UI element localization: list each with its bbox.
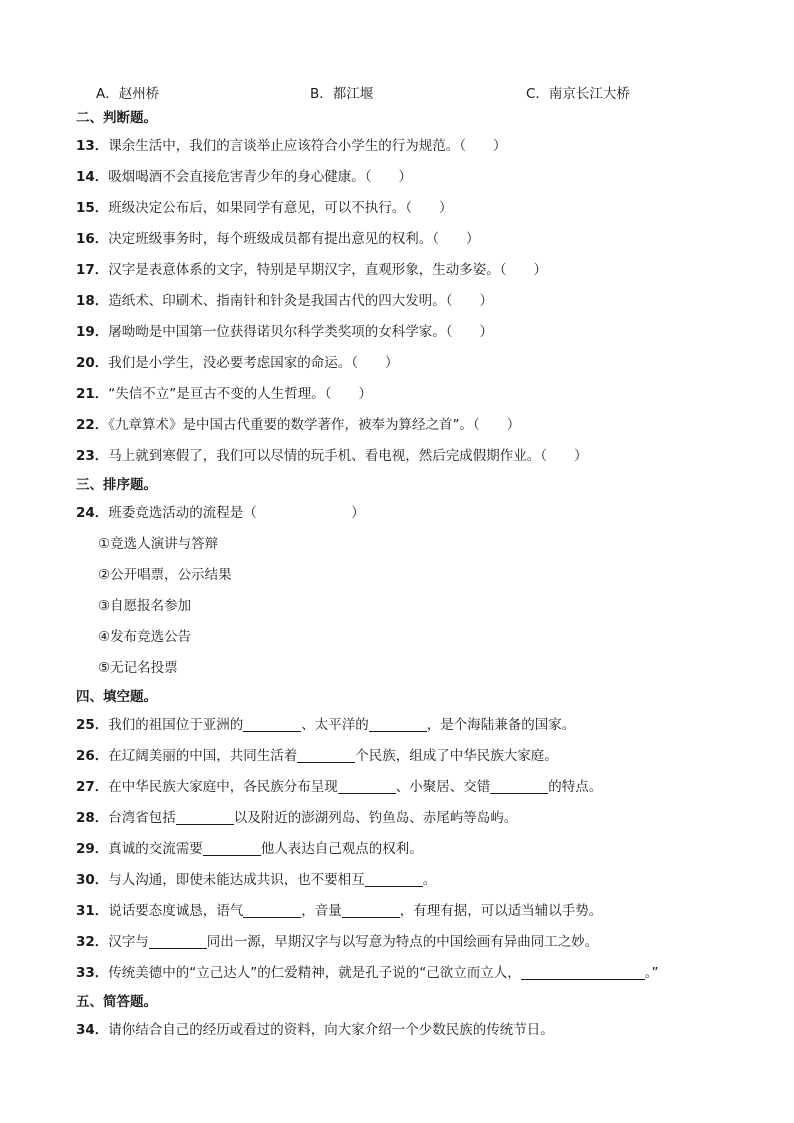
section-short-title: 五、简答题。 [76, 994, 157, 1010]
question-text: 以及附近的澎湖列岛、钓鱼岛、赤尾屿等岛屿。 [233, 810, 518, 826]
section-order-title: 三、排序题。 [76, 477, 157, 493]
question-text: 的特点。 [548, 779, 603, 795]
question-text: 说话要态度诚恳，语气 [108, 903, 244, 919]
question-26 [76, 741, 756, 772]
question-27 [76, 772, 756, 803]
fill-blank[interactable] [297, 746, 355, 763]
question-number: 24． [76, 505, 109, 521]
question-text: 同出一源，早期汉字与以写意为特点的中国绘画有异曲同工之妙。 [206, 934, 599, 950]
question-text: 他人表达自己观点的权利。 [260, 841, 423, 857]
question-16 [76, 224, 756, 255]
question-text: “失信不立”是亘古不变的人生哲理。（ ） [108, 386, 373, 402]
question-text: 在辽阔美丽的中国，共同生活着 [108, 748, 298, 764]
option-a: A．赵州桥 [96, 86, 160, 102]
section-fill-title: 四、填空题。 [76, 689, 157, 705]
question-text: ，有理有据，可以适当辅以手势。 [399, 903, 603, 919]
question-text: 。 [422, 872, 437, 888]
question-number: 29． [76, 841, 109, 857]
question-number: 31． [76, 903, 109, 919]
question-number: 19． [76, 324, 109, 340]
question-text: 我们是小学生，没必要考虑国家的命运。（ ） [108, 355, 399, 371]
answer-options-row [96, 82, 696, 102]
question-18 [76, 286, 756, 317]
question-text: 汉字与 [108, 934, 149, 950]
question-24 [76, 498, 756, 529]
question-number: 14． [76, 169, 109, 185]
option-b: B．都江堰 [310, 86, 374, 102]
question-text: 马上就到寒假了，我们可以尽情的玩手机、看电视，然后完成假期作业。（ ） [108, 448, 588, 464]
question-number: 27． [76, 779, 109, 795]
question-20 [76, 348, 756, 379]
section-judge-title: 二、判断题。 [76, 110, 157, 126]
question-13 [76, 131, 756, 162]
fill-blank[interactable] [176, 808, 234, 825]
question-text: ，是个海陆兼备的国家。 [426, 717, 576, 733]
option-c: C．南京长江大桥 [526, 86, 630, 102]
question-32 [76, 927, 756, 958]
fill-blank[interactable] [243, 715, 301, 732]
question-number: 26． [76, 748, 109, 764]
fill-blank[interactable] [369, 715, 427, 732]
question-text: 、小聚居、交错 [395, 779, 491, 795]
order-item: ④发布竞选公告 [98, 629, 192, 645]
question-text: 。” [644, 965, 659, 981]
question-29 [76, 834, 756, 865]
question-number: 30． [76, 872, 109, 888]
question-number: 16． [76, 231, 109, 247]
question-text: 在中华民族大家庭中，各民族分布呈现 [108, 779, 338, 795]
question-text: 真诚的交流需要 [108, 841, 203, 857]
question-33 [76, 958, 756, 989]
question-text: 《九章算术》是中国古代重要的数学著作，被奉为算经之首”。（ ） [108, 417, 521, 433]
question-14 [76, 162, 756, 193]
question-number: 13． [76, 138, 109, 154]
fill-blank[interactable] [203, 839, 261, 856]
question-text: 请你结合自己的经历或看过的资料，向大家介绍一个少数民族的传统节日。 [108, 1022, 554, 1038]
question-text: 屠呦呦是中国第一位获得诺贝尔科学类奖项的女科学家。（ ） [108, 324, 494, 340]
fill-blank[interactable] [365, 870, 423, 887]
question-22 [76, 410, 756, 441]
question-text: 课余生活中，我们的言谈举止应该符合小学生的行为规范。（ ） [108, 138, 507, 154]
question-text: 造纸术、印刷术、指南针和针灸是我国古代的四大发明。（ ） [108, 293, 494, 309]
question-number: 21． [76, 386, 109, 402]
question-number: 33． [76, 965, 109, 981]
question-text: 决定班级事务时，每个班级成员都有提出意见的权利。（ ） [108, 231, 480, 247]
question-number: 25． [76, 717, 109, 733]
question-text: 我们的祖国位于亚洲的 [108, 717, 244, 733]
question-number: 15． [76, 200, 109, 216]
question-text: ，音量 [301, 903, 342, 919]
question-23 [76, 441, 756, 472]
question-number: 34． [76, 1022, 109, 1038]
fill-blank[interactable] [342, 901, 400, 918]
question-text: 吸烟喝酒不会直接危害青少年的身心健康。（ ） [108, 169, 413, 185]
question-number: 28． [76, 810, 109, 826]
question-number: 22． [76, 417, 109, 433]
question-17 [76, 255, 756, 286]
question-number: 23． [76, 448, 109, 464]
question-30 [76, 865, 756, 896]
question-list [76, 105, 756, 1046]
question-text: 、太平洋的 [301, 717, 369, 733]
question-text: 班级决定公布后，如果同学有意见，可以不执行。（ ） [108, 200, 453, 216]
question-number: 18． [76, 293, 109, 309]
question-text: 台湾省包括 [108, 810, 176, 826]
question-text: 汉字是表意体系的文字，特别是早期汉字，直观形象，生动多姿。（ ） [108, 262, 548, 278]
question-number: 20． [76, 355, 109, 371]
question-21 [76, 379, 756, 410]
question-number: 17． [76, 262, 109, 278]
order-item: ⑤无记名投票 [98, 660, 178, 676]
fill-blank[interactable] [149, 932, 207, 949]
question-text: 传统美德中的“立己达人”的仁爱精神，就是孔子说的“己欲立而立人， [108, 965, 521, 981]
question-text: 班委竞选活动的流程是（ ） [108, 505, 365, 521]
order-item: ③自愿报名参加 [98, 598, 192, 614]
question-19 [76, 317, 756, 348]
question-34 [76, 1015, 756, 1046]
fill-blank[interactable] [490, 777, 548, 794]
fill-blank[interactable] [521, 963, 645, 980]
question-number: 32． [76, 934, 109, 950]
order-item: ①竞选人演讲与答辩 [98, 536, 219, 552]
question-25 [76, 710, 756, 741]
order-item: ②公开唱票，公示结果 [98, 567, 232, 583]
fill-blank[interactable] [243, 901, 301, 918]
question-28 [76, 803, 756, 834]
question-text: 个民族，组成了中华民族大家庭。 [355, 748, 558, 764]
fill-blank[interactable] [338, 777, 396, 794]
question-15 [76, 193, 756, 224]
question-text: 与人沟通，即使未能达成共识，也不要相互 [108, 872, 365, 888]
question-31 [76, 896, 756, 927]
